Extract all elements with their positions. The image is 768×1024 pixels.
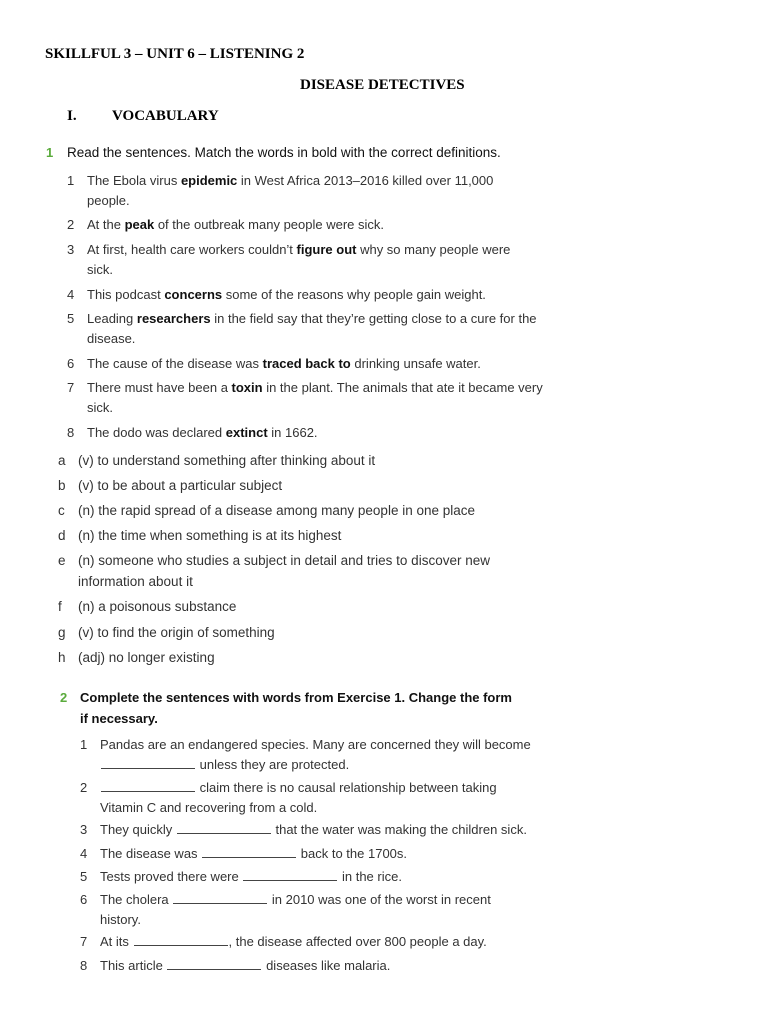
answer-blank[interactable] (101, 780, 195, 792)
bold-vocab: peak (124, 217, 155, 232)
bold-vocab: concerns (164, 287, 223, 302)
exercise-1-instruction: Read the sentences. Match the words in bold with the correct definitions. (67, 145, 501, 160)
bold-vocab: figure out (296, 242, 357, 257)
bold-vocab: toxin (231, 380, 263, 395)
item-number: 4 (67, 287, 75, 302)
exercise-1-number: 1 (46, 145, 54, 160)
item-number: 1 (67, 173, 75, 188)
item-number: 2 (67, 217, 75, 232)
item-number: 3 (67, 242, 75, 257)
answer-blank[interactable] (134, 934, 228, 946)
item-number: 8 (67, 425, 75, 440)
section-heading (67, 108, 219, 125)
answer-blank[interactable] (101, 757, 195, 769)
answer-blank[interactable] (173, 892, 267, 904)
exercise-2-instruction: Complete the sentences with words from Exercise 1. Change the form if necessary. (80, 690, 512, 726)
item-number: 7 (67, 380, 75, 395)
item-number: 5 (67, 311, 75, 326)
bold-vocab: extinct (225, 425, 268, 440)
answer-blank[interactable] (167, 958, 261, 970)
exercise-2-number: 2 (60, 690, 68, 705)
bold-vocab: researchers (136, 311, 211, 326)
section-numeral: I. (67, 108, 77, 124)
answer-blank[interactable] (243, 869, 337, 881)
worksheet-header: SKILLFUL 3 – UNIT 6 – LISTENING 2 (45, 46, 305, 62)
answer-blank[interactable] (202, 846, 296, 858)
bold-vocab: traced back to (262, 356, 351, 371)
section-label: VOCABULARY (112, 108, 219, 124)
bold-vocab: epidemic (180, 173, 238, 188)
item-number: 6 (67, 356, 75, 371)
worksheet-page: SKILLFUL 3 – UNIT 6 – LISTENING 2 DISEASE DETECTIVES I. VOCABULARY 1 Read the sentences. Match the words in bold with the correct definitions. 1 The Ebola virus epidemic in West Africa 2013–2016 killed over 11,000 people. 2 At the peak of the outbreak many people were sick. 3 At first, health care workers couldn’t figure out why so many people were sick. 4 This podcast concerns some of the reasons why people gain weight. 5 Leading researchers in the field say that they’re getting close to a cure for the disease. 6 The cause of the disease was traced back to drinking unsafe water. 7 There must have been a toxin in the plant. The animals that ate it became very sick. 8 The dodo was declared extinct in 1662. a (v) to understand something after thinking about it b (v) to be about a particular subject c (n) the rapid spread of a disease among many people in one place d (n) the time when something is at its highest e (n) someone who studies a subject in detail and tries to discover new information about it f (n) a poisonous substance g (v) to find the origin of something h (adj) no longer existing 2 Complete the sentences with words from Exercise 1. Change the form if necessary. 1 Pandas are an endangered species. Many are concerned they will become unless they are protected. 2 claim there is no causal relationship between taking Vitamin C and recovering from a cold. 3 They quickly that the water was making the children sick. 4 The disease was back to the 1700s. 5 Tests proved there were in the rice. 6 The cholera in 2010 was one of the worst in recent history. 7 At its , the disease affected over 800 people a day. 8 This article diseases like malaria. (0, 0, 768, 1024)
answer-blank[interactable] (177, 822, 271, 834)
worksheet-title: DISEASE DETECTIVES (300, 77, 465, 93)
